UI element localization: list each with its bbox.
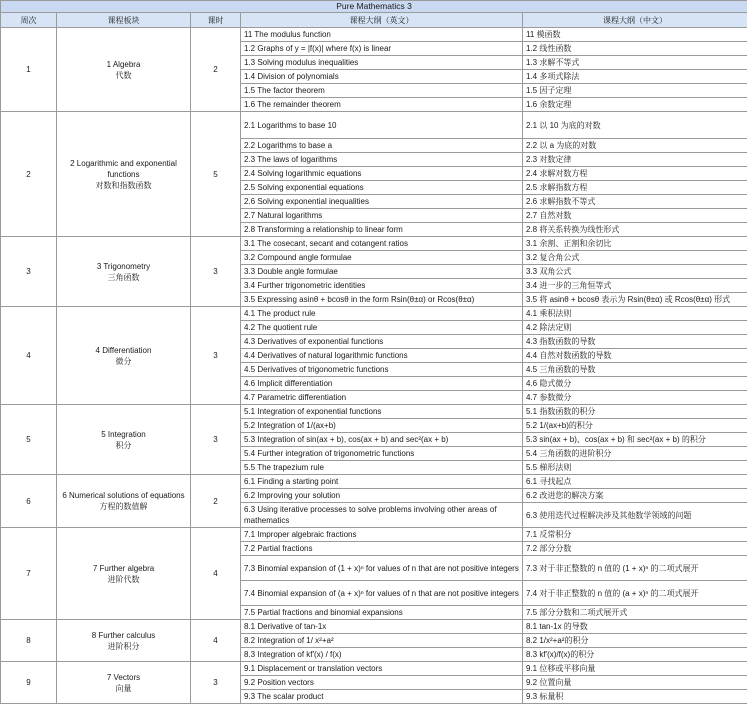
week-cell: 4 bbox=[1, 307, 57, 405]
topic-zh-cell: 2.4 求解对数方程 bbox=[523, 167, 747, 181]
topic-en-cell: 3.1 The cosecant, secant and cotangent ratios bbox=[241, 237, 523, 251]
module-cell bbox=[57, 307, 191, 405]
topic-en-cell: 4.5 Derivatives of trigonometric functions bbox=[241, 363, 523, 377]
topic-zh-cell: 1.3 求解不等式 bbox=[523, 56, 747, 70]
topic-zh-cell: 1.5 因子定理 bbox=[523, 84, 747, 98]
topic-en-cell: 4.4 Derivatives of natural logarithmic functions bbox=[241, 349, 523, 363]
hours-cell: 4 bbox=[191, 528, 241, 620]
topic-en-cell: 4.3 Derivatives of exponential functions bbox=[241, 335, 523, 349]
header-module: 课程板块 bbox=[57, 13, 191, 28]
module-name-zh: 代数 bbox=[115, 70, 132, 80]
module-name-zh: 微分 bbox=[115, 356, 132, 366]
module-cell bbox=[57, 28, 191, 112]
topic-en-cell: 4.7 Parametric differentiation bbox=[241, 391, 523, 405]
module-name-zh: 三角函数 bbox=[107, 272, 140, 282]
table-row bbox=[1, 475, 747, 489]
week-cell: 2 bbox=[1, 112, 57, 237]
topic-zh-cell: 6.3 使用迭代过程解决涉及其他数学领域的问题 bbox=[523, 503, 747, 528]
topic-zh-cell: 9.1 位移或平移向量 bbox=[523, 662, 747, 676]
topic-zh-cell: 6.2 改进您的解决方案 bbox=[523, 489, 747, 503]
topic-zh-cell: 2.1 以 10 为底的对数 bbox=[523, 112, 747, 139]
topic-zh-cell: 8.2 1/x²+a²的积分 bbox=[523, 634, 747, 648]
topic-en-cell: 9.2 Position vectors bbox=[241, 676, 523, 690]
module-name-en: 3 Trigonometry bbox=[96, 261, 151, 271]
module-cell bbox=[57, 405, 191, 475]
topic-zh-cell: 3.2 复合角公式 bbox=[523, 251, 747, 265]
topic-en-cell: 1.2 Graphs of y = |f(x)| where f(x) is linear bbox=[241, 42, 523, 56]
hours-cell: 3 bbox=[191, 237, 241, 307]
table-row bbox=[1, 237, 747, 251]
topic-en-cell: 3.5 Expressing asinθ + bcosθ in the form Rsin(θ±α) or Rcos(θ±α) bbox=[241, 293, 523, 307]
header-outline-en: 课程大纲（英文） bbox=[241, 13, 523, 28]
topic-en-cell: 4.2 The quotient rule bbox=[241, 321, 523, 335]
table-row bbox=[1, 307, 747, 321]
topic-zh-cell: 4.4 自然对数函数的导数 bbox=[523, 349, 747, 363]
module-name-zh: 积分 bbox=[115, 440, 132, 450]
week-cell: 9 bbox=[1, 662, 57, 704]
topic-en-cell: 5.2 Integration of 1/(ax+b) bbox=[241, 419, 523, 433]
topic-zh-cell: 5.4 三角函数的进阶积分 bbox=[523, 447, 747, 461]
topic-en-cell: 7.5 Partial fractions and binomial expansions bbox=[241, 606, 523, 620]
topic-zh-cell: 5.1 指数函数的积分 bbox=[523, 405, 747, 419]
topic-en-cell: 2.4 Solving logarithmic equations bbox=[241, 167, 523, 181]
topic-en-cell: 4.6 Implicit differentiation bbox=[241, 377, 523, 391]
topic-zh-cell: 7.2 部分分数 bbox=[523, 542, 747, 556]
header-outline-zh: 课程大纲（中文） bbox=[523, 13, 747, 28]
topic-zh-cell: 3.1 余割、正割和余切比 bbox=[523, 237, 747, 251]
module-name-en: 5 Integration bbox=[101, 429, 146, 439]
topic-zh-cell: 3.5 将 asinθ + bcosθ 表示为 Rsin(θ±α) 或 Rcos(θ±α) 形式 bbox=[523, 293, 747, 307]
topic-zh-cell: 1.4 多项式除法 bbox=[523, 70, 747, 84]
week-cell: 1 bbox=[1, 28, 57, 112]
header-week: 周次 bbox=[1, 13, 57, 28]
topic-en-cell: 6.1 Finding a starting point bbox=[241, 475, 523, 489]
topic-en-cell: 5.5 The trapezium rule bbox=[241, 461, 523, 475]
topic-zh-cell: 2.8 将关系转换为线性形式 bbox=[523, 223, 747, 237]
module-cell bbox=[57, 475, 191, 528]
module-name-zh: 对数和指数函数 bbox=[95, 180, 152, 190]
topic-en-cell: 8.1 Derivative of tan-1x bbox=[241, 620, 523, 634]
topic-en-cell: 7.2 Partial fractions bbox=[241, 542, 523, 556]
topic-en-cell: 7.3 Binomial expansion of (1 + x)ⁿ for values of n that are not positive integers bbox=[241, 556, 523, 581]
module-name-en: 7 Further algebra bbox=[92, 563, 155, 573]
topic-zh-cell: 7.1 反常积分 bbox=[523, 528, 747, 542]
table-row bbox=[1, 662, 747, 676]
module-cell bbox=[57, 620, 191, 662]
module-name-en: 6 Numerical solutions of equations bbox=[62, 491, 185, 500]
hours-cell: 2 bbox=[191, 475, 241, 528]
hours-cell: 3 bbox=[191, 307, 241, 405]
topic-en-cell: 3.2 Compound angle formulae bbox=[241, 251, 523, 265]
module-name-zh: 方程的数值解 bbox=[99, 502, 148, 511]
week-cell: 8 bbox=[1, 620, 57, 662]
hours-cell: 3 bbox=[191, 405, 241, 475]
module-cell bbox=[57, 237, 191, 307]
table-title: Pure Mathematics 3 bbox=[1, 1, 747, 13]
module-name-en: 7 Vectors bbox=[106, 672, 141, 682]
topic-en-cell: 2.2 Logarithms to base a bbox=[241, 139, 523, 153]
topic-zh-cell: 5.5 梯形法则 bbox=[523, 461, 747, 475]
topic-en-cell: 2.8 Transforming a relationship to linear form bbox=[241, 223, 523, 237]
topic-zh-cell: 2.7 自然对数 bbox=[523, 209, 747, 223]
topic-en-cell: 9.3 The scalar product bbox=[241, 690, 523, 704]
topic-zh-cell: 11 模函数 bbox=[523, 28, 747, 42]
topic-en-cell: 6.3 Using iterative processes to solve problems involving other areas of mathematics bbox=[241, 503, 523, 528]
topic-en-cell: 1.3 Solving modulus inequalities bbox=[241, 56, 523, 70]
topic-zh-cell: 2.6 求解指数不等式 bbox=[523, 195, 747, 209]
topic-zh-cell: 7.4 对于非正整数的 n 值的 (a + x)ⁿ 的二项式展开 bbox=[523, 581, 747, 606]
topic-en-cell: 2.6 Solving exponential inequalities bbox=[241, 195, 523, 209]
topic-zh-cell: 4.5 三角函数的导数 bbox=[523, 363, 747, 377]
topic-zh-cell: 4.2 除法定则 bbox=[523, 321, 747, 335]
table-row bbox=[1, 28, 747, 42]
topic-en-cell: 1.6 The remainder theorem bbox=[241, 98, 523, 112]
module-name-en: 2 Logarithmic and exponential functions bbox=[70, 158, 177, 179]
topic-zh-cell: 2.2 以 a 为底的对数 bbox=[523, 139, 747, 153]
table-row bbox=[1, 112, 747, 139]
table-row bbox=[1, 620, 747, 634]
topic-zh-cell: 5.2 1/(ax+b)的积分 bbox=[523, 419, 747, 433]
topic-en-cell: 1.5 The factor theorem bbox=[241, 84, 523, 98]
topic-en-cell: 11 The modulus function bbox=[241, 28, 523, 42]
topic-zh-cell: 7.5 部分分数和二项式展开式 bbox=[523, 606, 747, 620]
week-cell: 6 bbox=[1, 475, 57, 528]
topic-zh-cell: 7.3 对于非正整数的 n 值的 (1 + x)ⁿ 的二项式展开 bbox=[523, 556, 747, 581]
table-body bbox=[1, 28, 747, 704]
topic-zh-cell: 3.3 双角公式 bbox=[523, 265, 747, 279]
week-cell: 3 bbox=[1, 237, 57, 307]
topic-en-cell: 1.4 Division of polynomials bbox=[241, 70, 523, 84]
module-name-zh: 进阶积分 bbox=[107, 641, 140, 651]
topic-en-cell: 3.3 Double angle formulae bbox=[241, 265, 523, 279]
topic-zh-cell: 1.6 余数定理 bbox=[523, 98, 747, 112]
topic-en-cell: 8.2 Integration of 1/ x²+a² bbox=[241, 634, 523, 648]
module-name-zh: 向量 bbox=[115, 683, 132, 693]
topic-en-cell: 7.1 Improper algebraic fractions bbox=[241, 528, 523, 542]
topic-en-cell: 2.1 Logarithms to base 10 bbox=[241, 112, 523, 139]
topic-en-cell: 8.3 Integration of kf'(x) / f(x) bbox=[241, 648, 523, 662]
topic-en-cell: 3.4 Further trigonometric identities bbox=[241, 279, 523, 293]
topic-en-cell: 9.1 Displacement or translation vectors bbox=[241, 662, 523, 676]
week-cell: 5 bbox=[1, 405, 57, 475]
module-cell bbox=[57, 528, 191, 620]
topic-zh-cell: 3.4 进一步的三角恒等式 bbox=[523, 279, 747, 293]
module-name-zh: 进阶代数 bbox=[107, 574, 140, 584]
hours-cell: 4 bbox=[191, 620, 241, 662]
topic-en-cell: 6.2 Improving your solution bbox=[241, 489, 523, 503]
topic-en-cell: 2.3 The laws of logarithms bbox=[241, 153, 523, 167]
topic-zh-cell: 2.5 求解指数方程 bbox=[523, 181, 747, 195]
module-cell bbox=[57, 112, 191, 237]
topic-en-cell: 2.5 Solving exponential equations bbox=[241, 181, 523, 195]
module-cell bbox=[57, 662, 191, 704]
module-name-en: 4 Differentiation bbox=[95, 345, 152, 355]
topic-zh-cell: 6.1 寻找起点 bbox=[523, 475, 747, 489]
module-name-en: 8 Further calculus bbox=[91, 630, 156, 640]
topic-en-cell: 5.1 Integration of exponential functions bbox=[241, 405, 523, 419]
topic-zh-cell: 9.2 位置向量 bbox=[523, 676, 747, 690]
topic-zh-cell: 4.7 参数微分 bbox=[523, 391, 747, 405]
topic-en-cell: 7.4 Binomial expansion of (a + x)ⁿ for values of n that are not positive integers bbox=[241, 581, 523, 606]
topic-en-cell: 4.1 The product rule bbox=[241, 307, 523, 321]
topic-en-cell: 5.4 Further integration of trigonometric functions bbox=[241, 447, 523, 461]
topic-zh-cell: 4.6 隐式微分 bbox=[523, 377, 747, 391]
topic-zh-cell: 5.3 sin(ax + b)、cos(ax + b) 和 sec²(ax + b) 的积分 bbox=[523, 433, 747, 447]
hours-cell: 2 bbox=[191, 28, 241, 112]
topic-zh-cell: 1.2 线性函数 bbox=[523, 42, 747, 56]
topic-en-cell: 5.3 Integration of sin(ax + b), cos(ax + b) and sec²(ax + b) bbox=[241, 433, 523, 447]
topic-zh-cell: 4.1 乘积法则 bbox=[523, 307, 747, 321]
week-cell: 7 bbox=[1, 528, 57, 620]
table-row bbox=[1, 405, 747, 419]
topic-zh-cell: 4.3 指数函数的导数 bbox=[523, 335, 747, 349]
topic-zh-cell: 2.3 对数定律 bbox=[523, 153, 747, 167]
module-name-en: 1 Algebra bbox=[106, 59, 141, 69]
table-row bbox=[1, 528, 747, 542]
hours-cell: 5 bbox=[191, 112, 241, 237]
topic-zh-cell: 9.3 标量积 bbox=[523, 690, 747, 704]
topic-zh-cell: 8.1 tan-1x 的导数 bbox=[523, 620, 747, 634]
header-hours: 课时 bbox=[191, 13, 241, 28]
hours-cell: 3 bbox=[191, 662, 241, 704]
topic-en-cell: 2.7 Natural logarithms bbox=[241, 209, 523, 223]
topic-zh-cell: 8.3 kf'(x)/f(x)的积分 bbox=[523, 648, 747, 662]
